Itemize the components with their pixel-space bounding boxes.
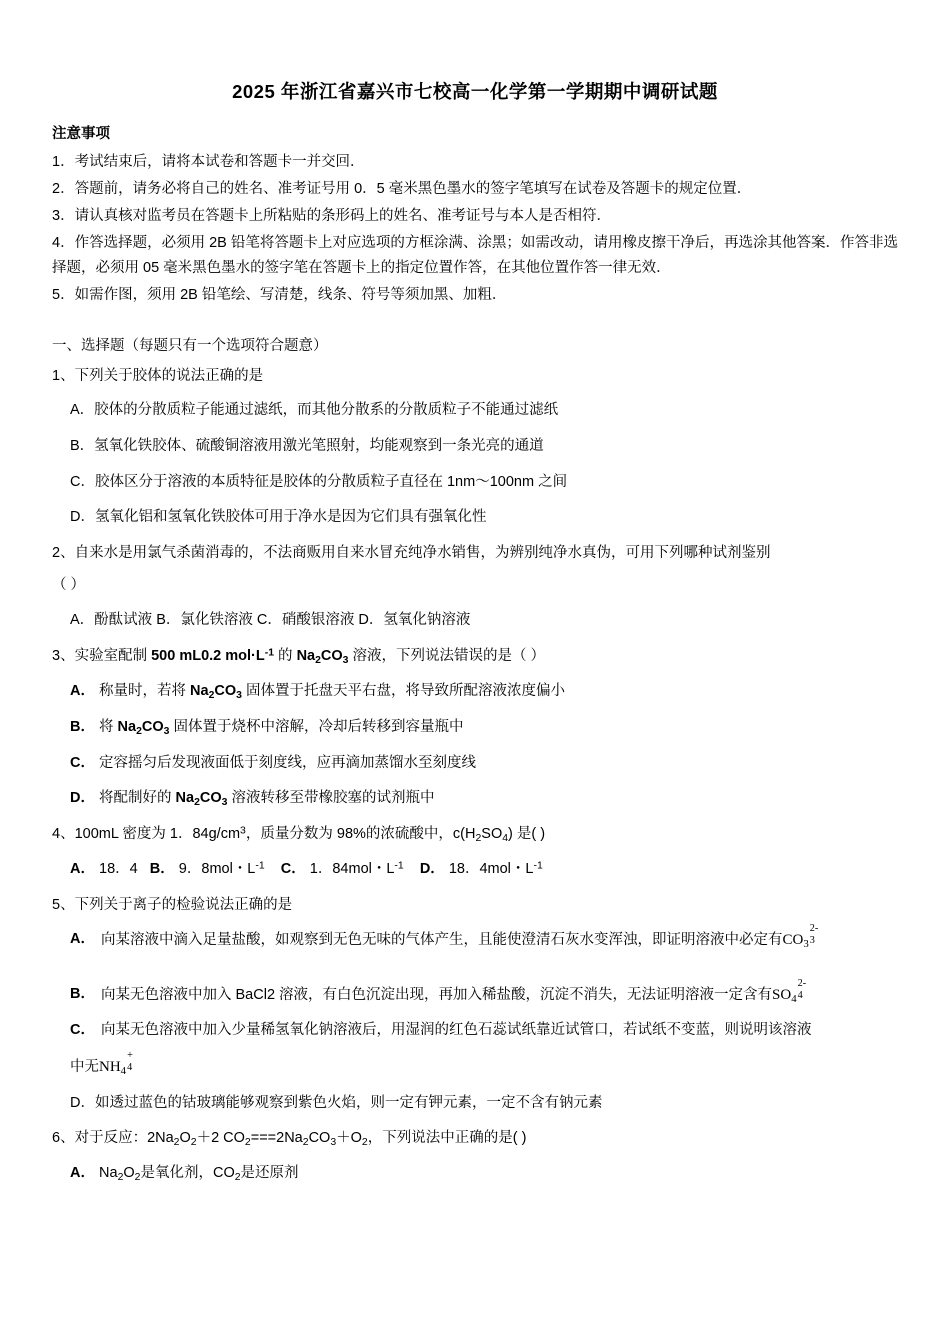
question-5-stem: 5、下列关于离子的检验说法正确的是 [52, 896, 293, 913]
question-5-option-b-label: B． [70, 985, 95, 1002]
question-3-option-d: D． 将配制好的 $Na_2CO_3$ 溶液转移至带橡胶塞的试剂瓶中 [70, 790, 435, 808]
notice-line-2: 2．答题前，请务必将自己的姓名、准考证号用 0．5 毫米黑色墨水的签字笔填写在试卷及答题卡的规定位置． [52, 180, 752, 197]
question-1-stem: 1、下列关于胶体的说法正确的是 [52, 367, 264, 384]
notice-line-1: 1．考试结束后，请将本试卷和答题卡一并交回． [52, 154, 365, 170]
question-6-option-a: A． $Na_2O_2$是氧化剂，$CO_2$是还原剂 [70, 1165, 299, 1184]
question-3-option-c: C． 定容摇匀后发现液面低于刻度线，应再滴加蒸馏水至刻度线 [70, 754, 477, 771]
notice-heading: 注意事项 [52, 126, 110, 142]
question-4-options: A． 18．4 B． 9．8mol・$L^{-1}$ C． 1．84mol・$L^{-1}$ D． 18．4mol・$L^{-1}$ [70, 860, 543, 878]
question-5-option-d: D．如透过蓝色的钴玻璃能够观察到紫色火焰，则一定有钾元素，一定不含有钠元素 [70, 1094, 603, 1111]
question-5-option-a-label: A． [70, 931, 95, 948]
question-3-option-b: B． 将 $Na_2CO_3$ 固体置于烧杯中溶解，冷却后转移到容量瓶中 [70, 718, 464, 737]
question-2-options: A．酚酞试液 B．氯化铁溶液 C．硝酸银溶液 D．氢氧化钠溶液 [70, 612, 471, 629]
question-5-option-b-text: 向某无色溶液中加入 BaCl2 溶液，有白色沉淀出现，再加入稀盐酸，沉淀不消失，无法证明溶液一定含有 [100, 986, 773, 1003]
question-5-option-c-label: C． [70, 1022, 95, 1039]
question-1-option-d: D．氢氧化铝和氢氧化铁胶体可用于净水是因为它们具有强氧化性 [70, 509, 487, 526]
question-5-option-c-text: 向某无色溶液中加入少量稀氢氧化钠溶液后，用湿润的红色石蕊试纸靠近试管口，若试纸不变蓝，则说明该溶液 [100, 1022, 812, 1039]
notice-line-3: 3．请认真核对监考员在答题卡上所粘贴的条形码上的姓名、准考证号与本人是否相符． [52, 207, 612, 224]
sulfate-ion-formula: $SO_4$ 2- 4 [772, 977, 807, 1005]
question-4-stem: 4、100mL 密度为 1．$84g/cm^3$，质量分数为 98%的浓硫酸中，$c(H_2SO_4)$ 是( ) [52, 825, 546, 844]
question-5-option-b [70, 977, 898, 1010]
section-heading-multiple-choice: 一、选择题（每题只有一个选项符合题意） [52, 337, 328, 354]
question-5-option-c-continuation: 中无$NH_4$ + 4 [70, 1053, 898, 1082]
question-1-option-a: A．胶体的分散质粒子能通过滤纸，而其他分散系的分散质粒子不能通过滤纸 [70, 402, 559, 419]
notice-line-5: 5．如需作图，须用 2B 铅笔绘、写清楚，线条、符号等须加黑、加粗． [52, 286, 507, 303]
question-1-option-b: B．氢氧化铁胶体、硫酸铜溶液用激光笔照射，均能观察到一条光亮的通道 [70, 437, 544, 454]
question-5-option-a-text: 向某溶液中滴入足量盐酸，如观察到无色无味的气体产生，且能使澄清石灰水变浑浊，即证明溶液中必定有 [100, 932, 783, 949]
ammonium-ion-formula: $NH_4$ + 4 [99, 1049, 133, 1078]
question-1-option-c: C．胶体区分于溶液的本质特征是胶体的分散质粒子直径在 1nm～100nm 之间 [70, 473, 568, 490]
question-6-stem: 6、对于反应：$2Na_2O_2+2$ $CO_2===2Na_2CO_3+O_2$，下列说法中正确的是( ) [52, 1130, 527, 1149]
question-2-stem: 2、自来水是用氯气杀菌消毒的，不法商贩用自来水冒充纯净水销售，为辨别纯净水真伪，可用下列哪种试剂鉴别 [52, 544, 771, 561]
question-5-option-c [70, 1017, 898, 1045]
page-title: 2025 年浙江省嘉兴市七校高一化学第一学期期中调研试题 [232, 81, 718, 102]
question-3-option-a: A． 称量时，若将 $Na_2CO_3$ 固体置于托盘天平右盘，将导致所配溶液浓度偏小 [70, 683, 565, 701]
question-3-stem: 3、实验室配制 500 mL0.2 $mol\cdot L^{-1}$ 的 $Na_2CO_3$ 溶液，下列说法错误的是（ ） [52, 647, 546, 666]
notice-line-4: 4．作答选择题，必须用 2B 铅笔将答题卡上对应选项的方框涂满、涂黑；如需改动，请用橡皮擦干净后，再选涂其他答案．作答非选择题，必须用 05 毫米黑色墨水的签字笔在答题卡上的指定位置作答，在其他位置作答一律无效． [52, 234, 898, 276]
question-2-answer-blank: （ ） [52, 577, 86, 594]
carbonate-ion-formula: $CO_3$ 2- 3 [782, 923, 819, 951]
question-5-option-a [70, 923, 898, 955]
